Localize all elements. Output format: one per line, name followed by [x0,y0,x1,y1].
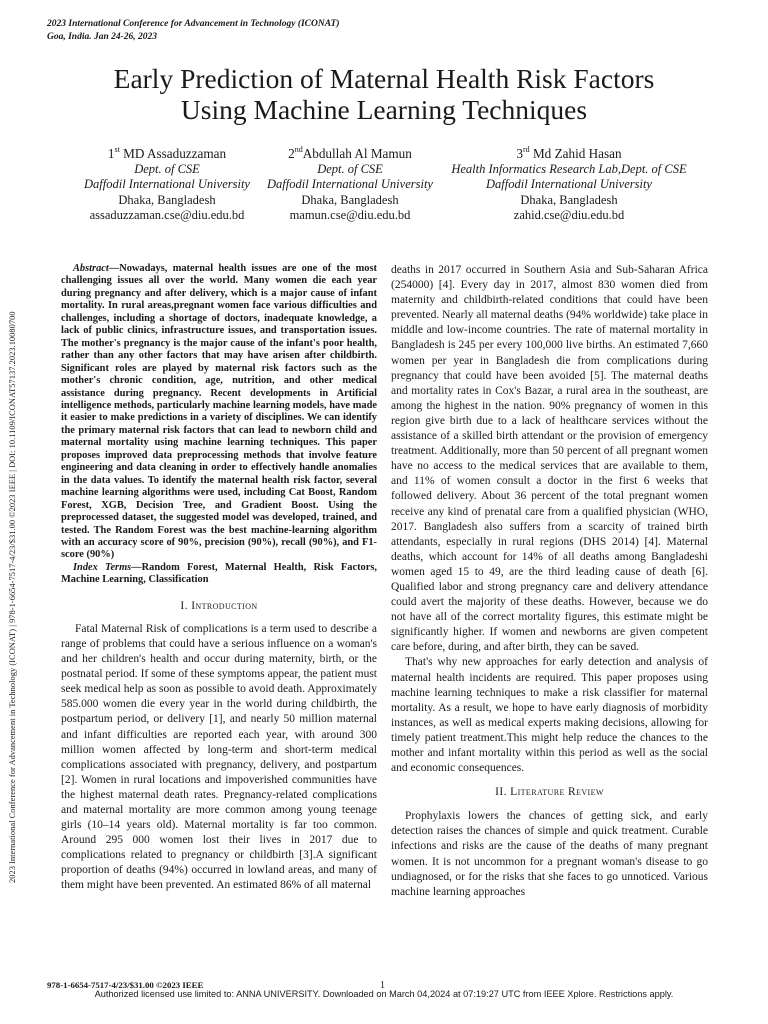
index-terms-text: —Random Forest, Maternal Health, Risk Factors, Machine Learning, Classification [61,561,377,586]
paper-title-line-1: Early Prediction of Maternal Health Risk Factors [113,63,655,94]
author-email: mamun.cse@diu.edu.bd [289,208,411,223]
authorized-use-notice: Authorized licensed use limited to: ANNA UNIVERSITY. Downloaded on March 04,2024 at 07:19:27 UTC from IEEE Xplore. Restrictions apply. [94,989,674,999]
right-column [391,263,708,900]
author-affiliation: Daffodil International University [486,177,652,192]
introduction-paragraph: That's why new approaches for early detection and analysis of maternal health incidents are required. This paper proposes using machine learning techniques to make a risk classifier for maternal mortality. As a result, we hope to have early diagnosis of morbidity instances, as well as medical experts making decisions, allowing for timely patient treatment.This might help reduce the chances to the mother and infant mortality within this period as well as the social and economic consequences. [391,656,708,775]
author-affiliation: Daffodil International University [84,177,250,192]
author-block-1 [62,146,272,224]
page-number: 1 [380,980,385,991]
abstract-label: Abstract [73,263,109,274]
paper-title [40,63,728,125]
footer-isbn: 978-1-6654-7517-4/23/$31.00 ©2023 IEEE [47,980,204,990]
author-location: Dhaka, Bangladesh [118,192,216,207]
author-location: Dhaka, Bangladesh [301,192,399,207]
author-name: 2ndAbdullah Al Mamun [288,145,412,161]
author-department: Dept. of CSE [134,161,200,176]
author-department: Dept. of CSE [317,161,383,176]
author-block-3 [430,146,708,224]
author-email: zahid.cse@diu.edu.bd [513,208,625,223]
section-heading-introduction: I. Introduction [180,599,258,612]
author-name: 1st MD Assaduzzaman [107,145,227,161]
literature-review-paragraph: Prophylaxis lowers the chances of getting sick, and early detection raises the chances of simple and quick treatment. Curable infections and risks are the cause of the deaths of many pregnant women. It is not uncommon for a pregnant woman's disease to go undiagnosed, or for the risks that she faces to go unnoticed. Various machine learning approaches [391,810,708,898]
abstract-text: —Nowadays, maternal health issues are one of the most challenging issues all over the world. Many women die each year during pregnancy and after delivery, which is a major cause of infant mortality. In rural areas,pregnant women face various difficulties and challenges, including a shortage of doctors, inadequate knowledge, a lack of public clinics, infrastructure issues, and transportation issues. The mother's pregnancy is the major cause of the infant's poor health, rather than any other factors that may have arisen after childbirth. Significant roles are played by maternal risk factors such as the mother's chronic condition, age, nutrition, and other medical assistance during pregnancy. Recent developments in Artificial intelligence methods, particularly machine learning models, have made it easier to make predictions in a variety of disciplines. We can identify the primary maternal risk factors that can lead to newborn child and maternal mortality using machine learning techniques. This paper proposes improved data preprocessing methods that involve feature engineering and data cleaning in order to effectively handle anomalies in the data values. To identify the maternal health risk factor, several machine learning algorithms were used, including Cat Boost, Random Forest, XGB, Decision Tree, and Gradient Boost. Using the preprocessed dataset, the suggested model was developed, trained, and tested. The Random Forest was the best machine-learning algorithm with an accuracy score of 90%, precision (90%), recall (90%), and F1-score (90%) [61,263,377,561]
introduction-paragraph: Fatal Maternal Risk of complications is a term used to describe a range of problems that could have a serious influence on a woman's and her children's health and occur during maternity, birth, or the postnatal period. If some of these symptoms appear, the patient must seek medical help as soon as possible to avoid death. Approximately 585.000 women die every year in the world during childbirth, the postpartum period, or delivery [1], and nearly 50 million maternal and infant difficulties are reported each year, with around 300 million women affected by long-term and short-term medical complications associated with pregnancy, delivery, and postpartum [2]. Women in rural locations and impoverished communities have the highest maternal death rates. Pregnancy-related complications and maternal mortality are more common among young teenage girls (10–14 years old). Maternal mortality is far too common. Around 295 000 women lost their lives in 2017 due to complications related to pregnancy or childbirth [3].A significant proportion of deaths (94%) occurred in lowland areas, and many of them might have been prevented. An estimated 86% of all maternal [61,622,377,892]
doi-sidebar: 2023 International Conference for Advancement in Technology (ICONAT) | 978-1-6654-7517-4/23/$31.00 ©2023 IEEE | DOI: 10.1109/ICONAT57137.2023.10080700 [8,311,17,883]
left-column [61,263,377,894]
author-affiliation: Daffodil International University [267,177,433,192]
author-department: Health Informatics Research Lab,Dept. of CSE [451,161,687,176]
author-block-2 [245,146,455,224]
abstract [61,263,377,562]
index-terms [61,562,377,587]
conference-name: 2023 International Conference for Advancement in Technology (ICONAT) [47,19,340,29]
author-location: Dhaka, Bangladesh [520,192,618,207]
conference-location-date: Goa, India. Jan 24-26, 2023 [47,31,158,42]
index-terms-label: Index Terms [73,561,132,573]
author-email: assaduzzaman.cse@diu.edu.bd [89,208,245,223]
introduction-paragraph-continued: deaths in 2017 occurred in Southern Asia and Sub-Saharan Africa (254000) [4]. Every day in 2017, almost 830 women died from maternity and childbirth-related conditions that could have been prevented. Nearly all maternal deaths (94% worldwide) take place in middle and low-income countries. The rate of maternal mortality in Bangladesh is 245 per every 100,000 live births. An estimated 7,660 women per year in Bangladesh die from complications during pregnancy that could have been avoided [5]. The maternal deaths and mortality rates in Cox's Bazar, a rural area in the southeast, are among the highest in the nation. 90% pregnancy of women in this region give birth due to a lack of healthcare services without the assistance of a skilled birth attendant or the provision of emergency treatment. Additionally, more than 50 percent of all pregnant women have no access to the medical services that are available to them, and 11% of women consult a doctor in the first 6 weeks that followed delivery. About 36 percent of the total pregnant women receive any kind of prenatal care from a qualified physician (WHO, 2017. Bangladesh also suffers from a scarcity of trained birth attendants, especially in rural regions (DHS 2014) [4]. Maternal deaths, which account for 14% of all deaths among Bangladeshi women aged 15 to 49, are the third leading cause of death [6]. Qualified labor and strong pregnancy care and delivery attendance could avert the majority of these deaths. However, because we do not have all of the correct mortality figures, this estimate might be significantly higher. If women and newborns are given competent care before, during, and after birth, they can be saved. [391,264,708,654]
conference-header [47,18,340,43]
author-name: 3rd Md Zahid Hasan [516,145,622,161]
section-heading-literature-review: II. Literature Review [495,786,604,799]
paper-title-line-2: Using Machine Learning Techniques [180,94,588,125]
